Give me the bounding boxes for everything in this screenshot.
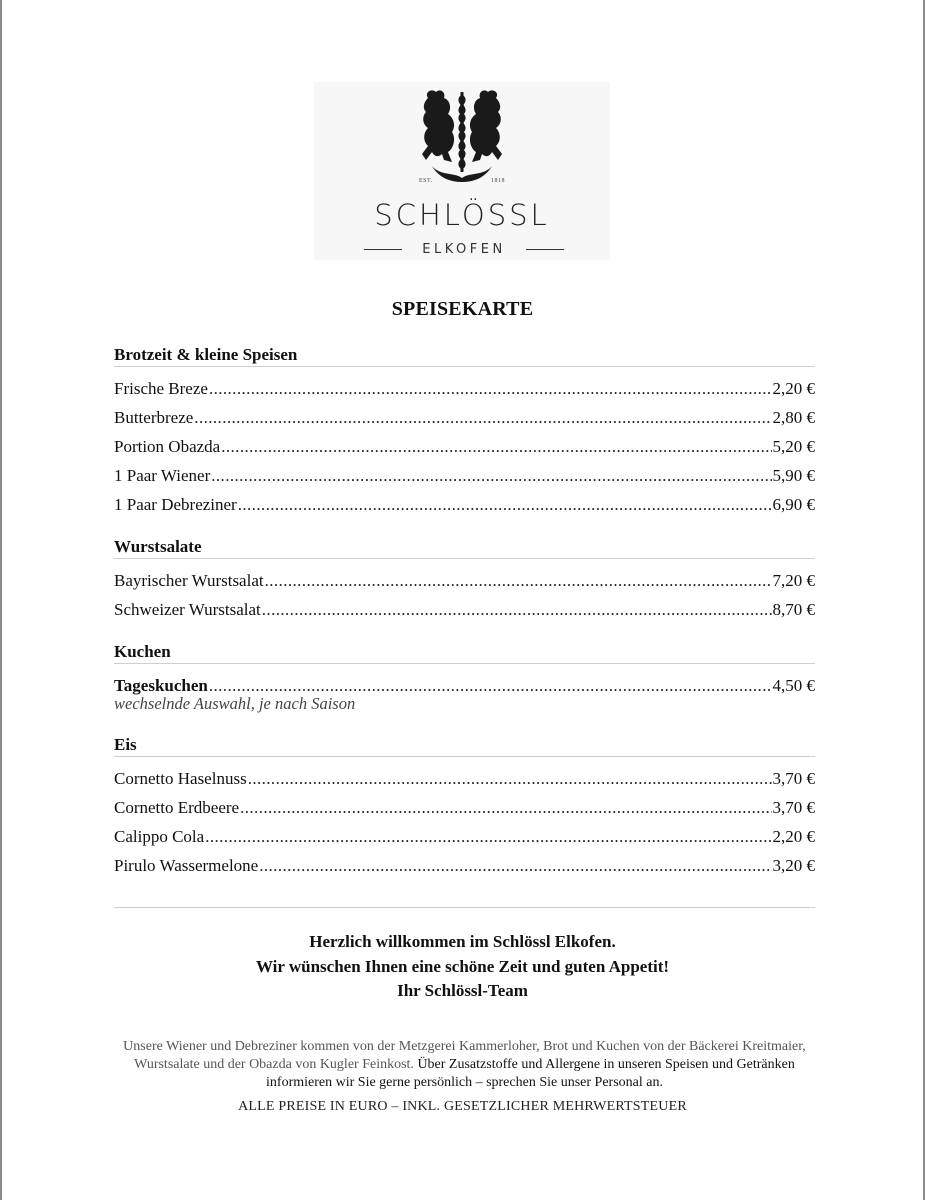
menu-item (114, 403, 815, 432)
item-price: 3,70 € (772, 769, 815, 788)
item-price: 2,20 € (772, 379, 815, 398)
menu-item (114, 822, 815, 851)
item-name: Bayrischer Wurstsalat (114, 571, 264, 590)
allergen-note: Über Zusatzstoffe und Allergene in unseren Speisen und Getränken informieren wir Sie gerne persönlich – sprechen Sie unser Personal an. (266, 1057, 795, 1090)
item-name: Schweizer Wurstsalat (114, 600, 261, 619)
brand-subtitle-row (364, 238, 564, 260)
dot-leader (238, 490, 772, 519)
est-label: EST. (419, 178, 433, 184)
page-title: SPEISEKARTE (391, 298, 534, 320)
welcome-line: Herzlich willkommen im Schlössl Elkofen. (309, 932, 616, 951)
item-description: wechselnde Auswahl, je nach Saison (114, 694, 356, 713)
supplier-allergen-note (114, 1038, 815, 1092)
menu-item (114, 374, 815, 403)
menu-item (114, 595, 815, 624)
dot-leader (248, 764, 772, 793)
item-name: Cornetto Haselnuss (114, 769, 247, 788)
item-name: Cornetto Erdbeere (114, 798, 240, 817)
subtitle-rule-right (526, 249, 564, 250)
item-price: 7,20 € (772, 571, 815, 590)
dot-leader (262, 595, 772, 624)
menu-list (114, 344, 815, 880)
item-price: 2,20 € (772, 827, 815, 846)
dot-leader (211, 461, 771, 490)
welcome-message (2, 930, 923, 1004)
item-name: Calippo Cola (114, 827, 205, 846)
item-price: 5,20 € (772, 437, 815, 456)
logo (314, 82, 610, 260)
supplier-note: Unsere Wiener und Debreziner kommen von der Metzgerei Kammerloher, Brot und Kuchen von der Bäckerei Kreitmaier, Wurstsalate und der Obazda von Kugler Feinkost. (123, 1039, 806, 1072)
menu-item (114, 490, 815, 519)
brand-name: SCHLÖSSL (374, 198, 550, 232)
item-price: 3,20 € (772, 856, 815, 875)
item-price: 8,70 € (772, 600, 815, 619)
item-name: 1 Paar Debreziner (114, 495, 237, 514)
section-gap (114, 624, 815, 641)
menu-item (114, 432, 815, 461)
section-gap (114, 717, 815, 734)
dot-leader (221, 432, 771, 461)
menu-item (114, 793, 815, 822)
menu-item (114, 566, 815, 595)
brand-subtitle: ELKOFEN (422, 241, 506, 257)
item-price: 4,50 € (772, 676, 815, 695)
dot-leader (205, 822, 771, 851)
section-heading-eis: Eis (114, 734, 815, 757)
section-heading-kuchen: Kuchen (114, 641, 815, 664)
welcome-line: Ihr Schlössl-Team (397, 981, 528, 1000)
menu-item (114, 851, 815, 880)
item-price: 2,80 € (772, 408, 815, 427)
item-name: Pirulo Wassermelone (114, 856, 259, 875)
heraldic-lions-crest-icon (414, 86, 510, 186)
item-name: Portion Obazda (114, 437, 221, 456)
dot-leader (265, 566, 772, 595)
section-gap (114, 519, 815, 536)
est-year: 1818 (491, 178, 505, 184)
item-price: 5,90 € (772, 466, 815, 485)
item-name: Tageskuchen (114, 676, 208, 695)
item-price: 3,70 € (772, 798, 815, 817)
dot-leader (194, 403, 771, 432)
item-name: Frische Breze (114, 379, 208, 398)
item-name: 1 Paar Wiener (114, 466, 211, 485)
section-heading-brotzeit: Brotzeit & kleine Speisen (114, 344, 815, 367)
section-heading-wurstsalate: Wurstsalate (114, 536, 815, 559)
footer-divider (114, 907, 815, 908)
dot-leader (259, 851, 771, 880)
dot-leader (209, 374, 772, 403)
subtitle-rule-left (364, 249, 402, 250)
menu-item (114, 764, 815, 793)
welcome-line: Wir wünschen Ihnen eine schöne Zeit und guten Appetit! (255, 956, 670, 976)
prices-note: ALLE PREISE IN EURO – INKL. GESETZLICHER MEHRWERTSTEUER (238, 1099, 687, 1114)
item-price: 6,90 € (772, 495, 815, 514)
dot-leader (240, 793, 771, 822)
item-name: Butterbreze (114, 408, 194, 427)
menu-item (114, 461, 815, 490)
